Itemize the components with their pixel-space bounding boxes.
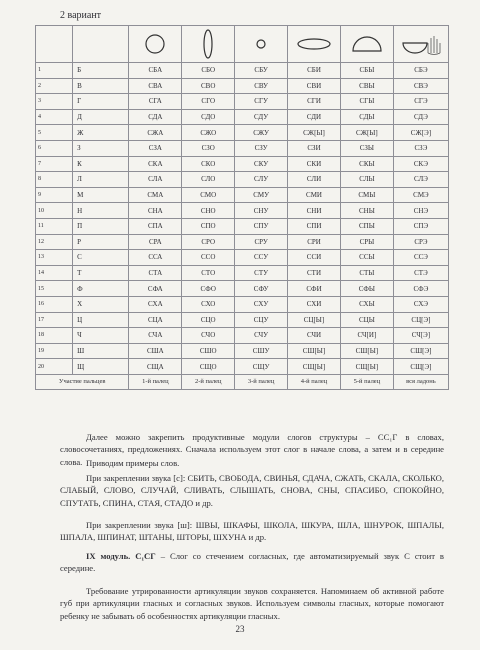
table-row <box>36 359 449 375</box>
row-sound: Д <box>73 109 129 125</box>
syllable-cell: СРУ <box>235 234 288 250</box>
syllable-cell: СФЫ <box>340 281 393 297</box>
syllable-cell: СКИ <box>288 156 341 172</box>
syllable-cell: СШО <box>182 343 235 359</box>
syllable-cell: СМЭ <box>393 187 448 203</box>
syllable-cell: СГО <box>182 94 235 110</box>
syllable-cell: СБЭ <box>393 63 448 79</box>
syllable-cell: СКУ <box>235 156 288 172</box>
syllable-table <box>35 25 449 390</box>
syllable-cell: СВЭ <box>393 78 448 94</box>
table-row <box>36 234 449 250</box>
syllable-cell: СЦ[Э] <box>393 312 448 328</box>
syllable-cell: СЗЫ <box>340 140 393 156</box>
row-sound: М <box>73 187 129 203</box>
syllable-cell: СГЭ <box>393 94 448 110</box>
page-number: 23 <box>235 624 245 634</box>
bowl-hand-icon <box>400 31 442 57</box>
syllable-cell: СЧ[И] <box>340 328 393 344</box>
syllable-cell: СХЫ <box>340 296 393 312</box>
syllable-cell: СЧ[Э] <box>393 328 448 344</box>
syllable-cell: СБЫ <box>340 63 393 79</box>
paragraph-requirements: Требование утрированности артикуляции звуков сохраняется. Напоминаем об активной работе губ при артикуляции гласных и согласных звуков. Используем символы гласных, которые помогают ребенку не забывать об особенностях артикуляции гласных. <box>60 586 444 621</box>
syllable-cell: СВО <box>182 78 235 94</box>
table-row <box>36 343 449 359</box>
syllable-cell: СКЫ <box>340 156 393 172</box>
syllable-cell: СФИ <box>288 281 341 297</box>
table-row <box>36 172 449 188</box>
finger-row-label: Участие пальцев <box>36 374 129 389</box>
table-row <box>36 125 449 141</box>
table-row <box>36 187 449 203</box>
syllable-cell: СТЭ <box>393 265 448 281</box>
syllable-cell: СПО <box>182 218 235 234</box>
syllable-cell: СТЫ <box>340 265 393 281</box>
row-sound: Ц <box>73 312 129 328</box>
syllable-cell: СЧУ <box>235 328 288 344</box>
syllable-cell: СПА <box>129 218 182 234</box>
row-sound: Ф <box>73 281 129 297</box>
finger-row <box>36 374 449 389</box>
syllable-cell: ССО <box>182 250 235 266</box>
syllable-cell: СТО <box>182 265 235 281</box>
syllable-cell: СМО <box>182 187 235 203</box>
table-row <box>36 312 449 328</box>
row-sound: Н <box>73 203 129 219</box>
row-number: 11 <box>36 218 73 234</box>
vowel-symbols-row <box>36 26 449 63</box>
syllable-cell: СХЭ <box>393 296 448 312</box>
row-number: 19 <box>36 343 73 359</box>
row-sound: Щ <box>73 359 129 375</box>
syllable-cell: СНУ <box>235 203 288 219</box>
syllable-cell: СЖО <box>182 125 235 141</box>
table-row <box>36 140 449 156</box>
syllable-cell: СГУ <box>235 94 288 110</box>
row-sound: Х <box>73 296 129 312</box>
module-title: IX модуль. <box>86 551 131 561</box>
syllable-cell: СЖ[Ы] <box>340 125 393 141</box>
row-sound: Т <box>73 265 129 281</box>
syllable-cell: СДА <box>129 109 182 125</box>
syllable-cell: СРА <box>129 234 182 250</box>
syllable-cell: СМЫ <box>340 187 393 203</box>
syllable-cell: СЩ[Э] <box>393 359 448 375</box>
paragraph-sound-sh: При закреплении звука [ш]: ШВЫ, ШКАФЫ, ШКОЛА, ШКУРА, ШЛА, ШНУРОК, ШПАЛЫ, ШПАЛА, ШПИНАТ, ШТАНЫ, ШТОРЫ, ШХУНА и др. <box>60 520 444 543</box>
syllable-cell: СШ[Э] <box>393 343 448 359</box>
syllable-cell: СХА <box>129 296 182 312</box>
syllable-cell: СЛО <box>182 172 235 188</box>
syllable-cell: СМУ <box>235 187 288 203</box>
syllable-cell: СВУ <box>235 78 288 94</box>
syllable-cell: СВИ <box>288 78 341 94</box>
syllable-cell: ССУ <box>235 250 288 266</box>
syllable-cell: СЛИ <box>288 172 341 188</box>
row-sound: Р <box>73 234 129 250</box>
row-sound: К <box>73 156 129 172</box>
syllable-cell: ССИ <box>288 250 341 266</box>
table-row <box>36 78 449 94</box>
syllable-cell: СЦЫ <box>340 312 393 328</box>
row-number: 9 <box>36 187 73 203</box>
row-number: 6 <box>36 140 73 156</box>
row-sound: Б <box>73 63 129 79</box>
row-number: 7 <box>36 156 73 172</box>
syllable-cell: СДУ <box>235 109 288 125</box>
syllable-cell: СМИ <box>288 187 341 203</box>
row-number: 3 <box>36 94 73 110</box>
syllable-cell: СШ[Ы] <box>340 343 393 359</box>
row-number: 8 <box>36 172 73 188</box>
syllable-cell: СГИ <box>288 94 341 110</box>
syllable-cell: СНЫ <box>340 203 393 219</box>
syllable-cell: СЧО <box>182 328 235 344</box>
row-sound: С <box>73 250 129 266</box>
syllable-cell: СДЫ <box>340 109 393 125</box>
table-row <box>36 328 449 344</box>
row-number: 15 <box>36 281 73 297</box>
module-description: – Слог со стечением согласных, где автоматизируемый звук С стоит в середине. <box>60 551 444 574</box>
table-row <box>36 94 449 110</box>
paragraph-examples-heading: Приводим примеры слов. <box>86 458 180 468</box>
finger-cell: 2-й палец <box>182 374 235 389</box>
table-row <box>36 250 449 266</box>
circle-icon <box>143 32 167 56</box>
syllable-cell: СЩА <box>129 359 182 375</box>
syllable-cell: СЗИ <box>288 140 341 156</box>
syllable-cell: СЧИ <box>288 328 341 344</box>
finger-cell: 3-й палец <box>235 374 288 389</box>
table-row <box>36 156 449 172</box>
finger-cell: 4-й палец <box>288 374 341 389</box>
tall-oval-icon <box>201 28 215 60</box>
finger-cell: 1-й палец <box>129 374 182 389</box>
syllable-cell: СКЭ <box>393 156 448 172</box>
syllable-cell: СФУ <box>235 281 288 297</box>
syllable-cell: СРИ <box>288 234 341 250</box>
syllable-cell: СЗУ <box>235 140 288 156</box>
syllable-cell: СБУ <box>235 63 288 79</box>
table-row <box>36 281 449 297</box>
table-row <box>36 296 449 312</box>
row-number: 20 <box>36 359 73 375</box>
syllable-cell: СЦУ <box>235 312 288 328</box>
row-sound: Ч <box>73 328 129 344</box>
syllable-cell: СЦ[Ы] <box>288 312 341 328</box>
syllable-cell: СХО <box>182 296 235 312</box>
syllable-cell: СДЭ <box>393 109 448 125</box>
syllable-cell: СНЭ <box>393 203 448 219</box>
finger-cell: вся ладонь <box>393 374 448 389</box>
row-sound: Ж <box>73 125 129 141</box>
syllable-cell: СШ[Ы] <box>288 343 341 359</box>
syllable-cell: СЦО <box>182 312 235 328</box>
syllable-cell: СЖ[Э] <box>393 125 448 141</box>
syllable-cell: СЩ[Ы] <box>288 359 341 375</box>
variant-label: 2 вариант <box>60 10 102 21</box>
row-number: 1 <box>36 63 73 79</box>
syllable-cell: США <box>129 343 182 359</box>
syllable-cell: СПИ <box>288 218 341 234</box>
syllable-cell: СЖ[Ы] <box>288 125 341 141</box>
syllable-cell: СГЫ <box>340 94 393 110</box>
row-number: 5 <box>36 125 73 141</box>
row-sound: Г <box>73 94 129 110</box>
syllable-cell: СНИ <box>288 203 341 219</box>
semicircle-icon <box>350 34 384 54</box>
syllable-cell: СЩУ <box>235 359 288 375</box>
syllable-cell: СФА <box>129 281 182 297</box>
row-number: 13 <box>36 250 73 266</box>
syllable-cell: СПЭ <box>393 218 448 234</box>
syllable-cell: СБО <box>182 63 235 79</box>
syllable-cell: СВЫ <box>340 78 393 94</box>
syllable-cell: СКА <box>129 156 182 172</box>
table-row <box>36 265 449 281</box>
row-number: 4 <box>36 109 73 125</box>
module-formula: С₁СГ <box>135 551 156 561</box>
syllable-cell: СТИ <box>288 265 341 281</box>
syllable-cell: СНО <box>182 203 235 219</box>
syllable-cell: СХУ <box>235 296 288 312</box>
finger-cell: 5-й палец <box>340 374 393 389</box>
syllable-cell: СЩ[Ы] <box>340 359 393 375</box>
syllable-cell: СБИ <box>288 63 341 79</box>
syllable-cell: СФО <box>182 281 235 297</box>
small-circle-icon <box>255 38 267 50</box>
row-number: 18 <box>36 328 73 344</box>
syllable-cell: ССЫ <box>340 250 393 266</box>
syllable-cell: СГА <box>129 94 182 110</box>
row-sound: Л <box>73 172 129 188</box>
syllable-cell: СЗА <box>129 140 182 156</box>
paragraph-sound-s: При закреплении звука [с]: СБИТЬ, СВОБОДА, СВИНЬЯ, СДАЧА, СЖАТЬ, СКАЛА, СКОЛЬКО, СЛАБЫЙ, СЛОВО, СЛУЧАЙ, СЛИВАТЬ, СЛЫШАТЬ, СНОВА, СНЫ, СПАСИБО, СПОКОЙНО, СПУТАТЬ, СПИНА, СТАЯ, СТАДО и др. <box>60 473 444 508</box>
syllable-cell: СЦА <box>129 312 182 328</box>
row-sound: З <box>73 140 129 156</box>
syllable-cell: СРЫ <box>340 234 393 250</box>
syllable-cell: СПУ <box>235 218 288 234</box>
row-number: 16 <box>36 296 73 312</box>
row-sound: В <box>73 78 129 94</box>
syllable-cell: СПЫ <box>340 218 393 234</box>
wide-oval-icon <box>295 36 333 52</box>
syllable-cell: СЧА <box>129 328 182 344</box>
syllable-cell: СЖУ <box>235 125 288 141</box>
syllable-cell: СЛЭ <box>393 172 448 188</box>
syllable-cell: СШУ <box>235 343 288 359</box>
syllable-cell: СБА <box>129 63 182 79</box>
row-number: 12 <box>36 234 73 250</box>
syllable-cell: СЗЭ <box>393 140 448 156</box>
syllable-cell: СТА <box>129 265 182 281</box>
syllable-cell: СДИ <box>288 109 341 125</box>
row-sound: Ш <box>73 343 129 359</box>
syllable-cell: СМА <box>129 187 182 203</box>
syllable-cell: СЛУ <box>235 172 288 188</box>
syllable-cell: СЖА <box>129 125 182 141</box>
table-row <box>36 63 449 79</box>
row-number: 14 <box>36 265 73 281</box>
syllable-cell: СТУ <box>235 265 288 281</box>
syllable-cell: СХИ <box>288 296 341 312</box>
row-number: 17 <box>36 312 73 328</box>
syllable-cell: СКО <box>182 156 235 172</box>
syllable-cell: СРО <box>182 234 235 250</box>
syllable-cell: СВА <box>129 78 182 94</box>
syllable-cell: СФЭ <box>393 281 448 297</box>
syllable-cell: СДО <box>182 109 235 125</box>
syllable-cell: СЛА <box>129 172 182 188</box>
syllable-cell: ССЭ <box>393 250 448 266</box>
syllable-cell: СРЭ <box>393 234 448 250</box>
table-row <box>36 203 449 219</box>
row-number: 10 <box>36 203 73 219</box>
syllable-cell: СЗО <box>182 140 235 156</box>
table-row <box>36 109 449 125</box>
paragraph-intro: Далее можно закрепить продуктивные модули слогов структуры – СС₁Г в словах, словосочетаниях, предложениях. Сначала используем этот слог в начале слова, а затем и в середине слова. <box>60 432 444 467</box>
table-row <box>36 218 449 234</box>
syllable-cell: СЩО <box>182 359 235 375</box>
syllable-cell: СНА <box>129 203 182 219</box>
syllable-cell: СЛЫ <box>340 172 393 188</box>
row-number: 2 <box>36 78 73 94</box>
paragraph-module-ix <box>60 550 444 575</box>
syllable-cell: ССА <box>129 250 182 266</box>
row-sound: П <box>73 218 129 234</box>
